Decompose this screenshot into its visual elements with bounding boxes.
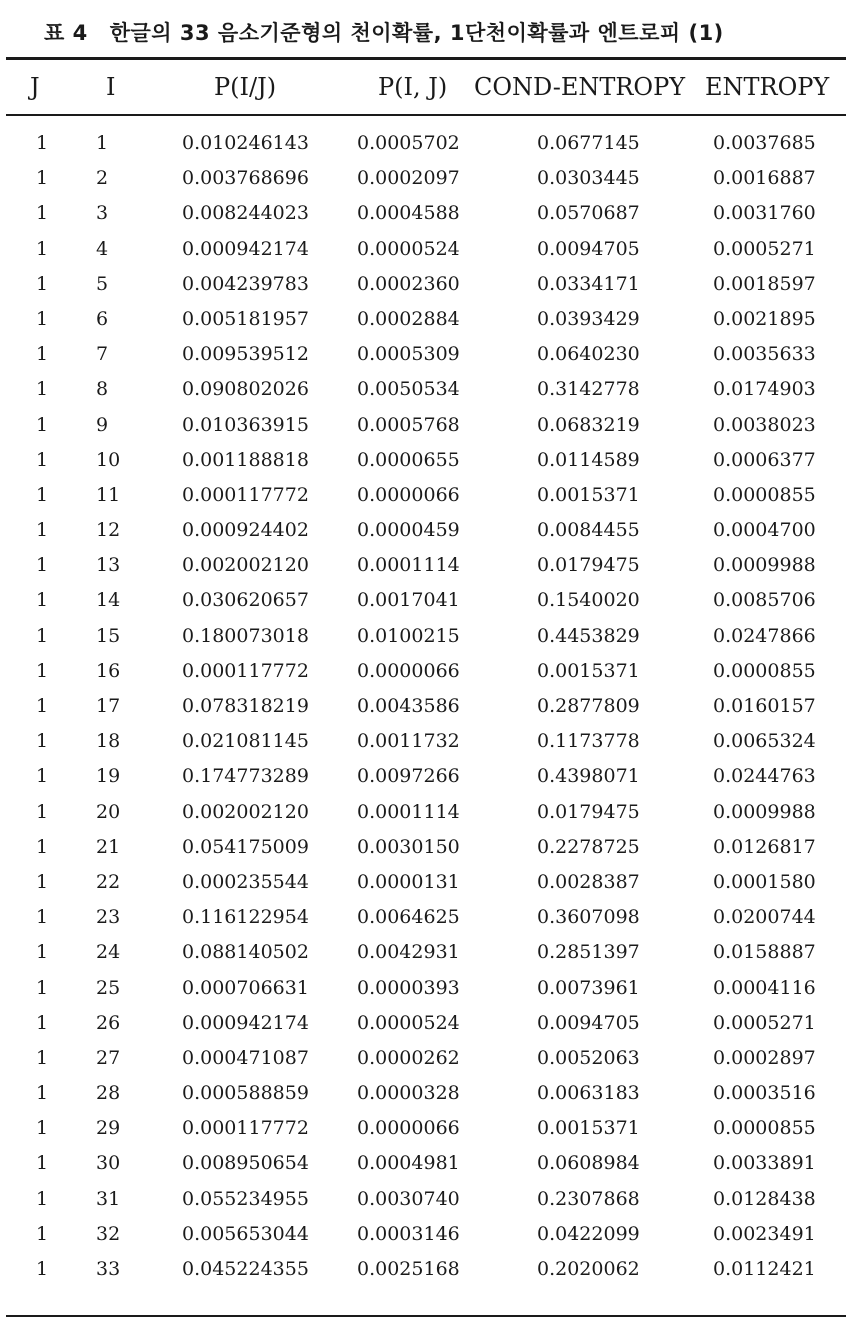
table-number: 표 4 [44,21,88,45]
cell-i: 16 [96,659,121,682]
cell-cond-entropy: 0.2020062 [537,1258,640,1280]
cell-entropy: 0.0031760 [713,202,816,225]
cell-conditional-probability: 0.000471087 [182,1046,309,1069]
cell-i: 28 [96,1082,121,1105]
table-row [0,865,850,900]
cell-j: 1 [36,695,49,717]
cell-j: 1 [36,132,49,154]
cell-joint-probability: 0.0005768 [357,413,460,436]
table-title: 한글의 33 음소기준형의 천이확률, 1단천이확률과 엔트로피 (1) [109,21,724,45]
cell-j: 1 [36,343,49,366]
table-row [0,372,850,407]
table-row [0,1041,850,1076]
cell-i: 20 [96,800,121,823]
cell-joint-probability: 0.0001114 [357,800,460,823]
cell-entropy: 0.0247866 [713,624,816,647]
cell-entropy: 0.0006377 [713,448,816,471]
cell-j: 1 [36,976,49,999]
cell-joint-probability: 0.0000066 [357,1117,460,1140]
cell-i: 26 [96,1011,121,1034]
table-row [0,900,850,935]
cell-conditional-probability: 0.045224355 [182,1258,309,1280]
bottom-rule [6,1315,846,1317]
cell-conditional-probability: 0.005653044 [182,1222,309,1245]
cell-entropy: 0.0035633 [713,343,816,366]
cell-j: 1 [36,1152,49,1175]
cell-i: 29 [96,1117,121,1140]
cell-joint-probability: 0.0000328 [357,1082,460,1105]
cell-entropy: 0.0000855 [713,659,816,682]
table-row [0,161,850,196]
table-row [0,1252,850,1287]
cell-joint-probability: 0.0042931 [357,941,460,964]
cell-i: 30 [96,1152,121,1175]
cell-joint-probability: 0.0003146 [357,1222,460,1245]
cell-entropy: 0.0112421 [713,1258,816,1280]
cell-conditional-probability: 0.009539512 [182,343,309,366]
cell-cond-entropy: 0.1173778 [537,730,640,753]
cell-joint-probability: 0.0025168 [357,1258,460,1280]
cell-j: 1 [36,835,49,858]
cell-i: 12 [96,519,121,542]
cell-i: 9 [96,413,109,436]
cell-joint-probability: 0.0030150 [357,835,460,858]
header-conditional-probability: P(I/J) [214,73,277,101]
cell-joint-probability: 0.0000066 [357,659,460,682]
table-row [0,513,850,548]
table-row [0,232,850,267]
cell-cond-entropy: 0.0608984 [537,1152,640,1175]
cell-cond-entropy: 0.0179475 [537,554,640,577]
cell-j: 1 [36,730,49,753]
cell-cond-entropy: 0.0683219 [537,413,640,436]
cell-cond-entropy: 0.3607098 [537,906,640,929]
cell-j: 1 [36,448,49,471]
cell-i: 3 [96,202,109,225]
cell-cond-entropy: 0.4398071 [537,765,640,788]
table-row [0,795,850,830]
cell-i: 32 [96,1222,121,1245]
cell-entropy: 0.0009988 [713,554,816,577]
cell-j: 1 [36,519,49,542]
table-row [0,1111,850,1146]
cell-joint-probability: 0.0017041 [357,589,460,612]
cell-j: 1 [36,1258,49,1280]
cell-conditional-probability: 0.003768696 [182,167,309,190]
cell-joint-probability: 0.0002097 [357,167,460,190]
cell-i: 21 [96,835,121,858]
cell-cond-entropy: 0.0114589 [537,448,640,471]
cell-conditional-probability: 0.000235544 [182,870,309,893]
cell-conditional-probability: 0.021081145 [182,730,309,753]
cell-conditional-probability: 0.002002120 [182,800,309,823]
table-row [0,267,850,302]
cell-entropy: 0.0033891 [713,1152,816,1175]
cell-entropy: 0.0126817 [713,835,816,858]
table-row [0,302,850,337]
cell-entropy: 0.0065324 [713,730,816,753]
cell-entropy: 0.0001580 [713,870,816,893]
header-entropy: ENTROPY [705,73,830,101]
cell-cond-entropy: 0.0334171 [537,272,640,295]
cell-joint-probability: 0.0002360 [357,272,460,295]
table-row [0,689,850,724]
table-row [0,337,850,372]
cell-conditional-probability: 0.000117772 [182,1117,309,1140]
cell-cond-entropy: 0.2307868 [537,1187,640,1210]
cell-i: 8 [96,378,109,401]
cell-joint-probability: 0.0004981 [357,1152,460,1175]
cell-i: 5 [96,272,109,295]
cell-entropy: 0.0018597 [713,272,816,295]
cell-j: 1 [36,167,49,190]
cell-joint-probability: 0.0064625 [357,906,460,929]
header-rule [6,114,846,116]
cell-conditional-probability: 0.000706631 [182,976,309,999]
cell-joint-probability: 0.0005702 [357,132,460,154]
cell-conditional-probability: 0.088140502 [182,941,309,964]
cell-joint-probability: 0.0000459 [357,519,460,542]
cell-j: 1 [36,1011,49,1034]
cell-j: 1 [36,1117,49,1140]
cell-cond-entropy: 0.2851397 [537,941,640,964]
table-row [0,724,850,759]
table-row [0,971,850,1006]
cell-joint-probability: 0.0000524 [357,1011,460,1034]
cell-entropy: 0.0128438 [713,1187,816,1210]
table-row [0,1076,850,1111]
cell-joint-probability: 0.0004588 [357,202,460,225]
cell-entropy: 0.0160157 [713,695,816,717]
cell-entropy: 0.0021895 [713,307,816,330]
cell-entropy: 0.0038023 [713,413,816,436]
cell-i: 31 [96,1187,121,1210]
cell-entropy: 0.0085706 [713,589,816,612]
table-header [0,62,850,112]
table-row [0,408,850,443]
cell-conditional-probability: 0.090802026 [182,378,309,401]
cell-conditional-probability: 0.010363915 [182,413,309,436]
header-cond-entropy: COND-ENTROPY [474,73,686,101]
header-i: I [106,73,116,101]
table-caption [44,18,724,48]
cell-conditional-probability: 0.054175009 [182,835,309,858]
cell-cond-entropy: 0.0015371 [537,1117,640,1140]
cell-conditional-probability: 0.002002120 [182,554,309,577]
cell-cond-entropy: 0.0422099 [537,1222,640,1245]
cell-conditional-probability: 0.004239783 [182,272,309,295]
cell-j: 1 [36,800,49,823]
cell-conditional-probability: 0.001188818 [182,448,309,471]
cell-i: 11 [96,483,121,506]
cell-cond-entropy: 0.0303445 [537,167,640,190]
cell-j: 1 [36,589,49,612]
cell-j: 1 [36,906,49,929]
table-row [0,759,850,794]
cell-cond-entropy: 0.0028387 [537,870,640,893]
table-row [0,654,850,689]
cell-j: 1 [36,378,49,401]
cell-entropy: 0.0005271 [713,1011,816,1034]
cell-cond-entropy: 0.0677145 [537,132,640,154]
cell-entropy: 0.0016887 [713,167,816,190]
cell-i: 1 [96,132,109,154]
cell-conditional-probability: 0.000117772 [182,483,309,506]
cell-j: 1 [36,1082,49,1105]
cell-joint-probability: 0.0050534 [357,378,460,401]
cell-j: 1 [36,307,49,330]
table-row [0,196,850,231]
cell-entropy: 0.0023491 [713,1222,816,1245]
table-row [0,1146,850,1181]
cell-cond-entropy: 0.3142778 [537,378,640,401]
cell-cond-entropy: 0.0179475 [537,800,640,823]
cell-conditional-probability: 0.000942174 [182,237,309,260]
cell-j: 1 [36,413,49,436]
cell-j: 1 [36,554,49,577]
cell-joint-probability: 0.0043586 [357,695,460,717]
cell-j: 1 [36,1046,49,1069]
cell-j: 1 [36,870,49,893]
cell-cond-entropy: 0.0094705 [537,237,640,260]
table-row [0,1182,850,1217]
cell-j: 1 [36,1187,49,1210]
cell-conditional-probability: 0.055234955 [182,1187,309,1210]
table-row [0,1217,850,1252]
cell-entropy: 0.0005271 [713,237,816,260]
cell-conditional-probability: 0.116122954 [182,906,309,929]
cell-joint-probability: 0.0000393 [357,976,460,999]
cell-conditional-probability: 0.078318219 [182,695,309,717]
cell-joint-probability: 0.0011732 [357,730,460,753]
cell-i: 22 [96,870,121,893]
cell-cond-entropy: 0.0640230 [537,343,640,366]
cell-i: 4 [96,237,109,260]
top-rule [6,57,846,60]
cell-i: 27 [96,1046,121,1069]
cell-entropy: 0.0002897 [713,1046,816,1069]
cell-j: 1 [36,1222,49,1245]
cell-conditional-probability: 0.000942174 [182,1011,309,1034]
cell-cond-entropy: 0.4453829 [537,624,640,647]
cell-conditional-probability: 0.000924402 [182,519,309,542]
cell-cond-entropy: 0.0073961 [537,976,640,999]
header-j: J [30,73,40,101]
cell-conditional-probability: 0.005181957 [182,307,309,330]
cell-conditional-probability: 0.000117772 [182,659,309,682]
table-row [0,443,850,478]
table-row [0,1006,850,1041]
cell-i: 15 [96,624,121,647]
cell-i: 6 [96,307,109,330]
cell-j: 1 [36,202,49,225]
cell-i: 10 [96,448,121,471]
cell-cond-entropy: 0.2877809 [537,695,640,717]
cell-i: 17 [96,695,121,717]
cell-joint-probability: 0.0000131 [357,870,460,893]
cell-i: 18 [96,730,121,753]
header-joint-probability: P(I, J) [378,73,448,101]
cell-entropy: 0.0158887 [713,941,816,964]
cell-cond-entropy: 0.0052063 [537,1046,640,1069]
cell-cond-entropy: 0.0015371 [537,659,640,682]
cell-conditional-probability: 0.030620657 [182,589,309,612]
table-row [0,126,850,161]
table-row [0,619,850,654]
table-row [0,478,850,513]
cell-j: 1 [36,483,49,506]
cell-cond-entropy: 0.0393429 [537,307,640,330]
cell-joint-probability: 0.0005309 [357,343,460,366]
cell-joint-probability: 0.0000262 [357,1046,460,1069]
cell-cond-entropy: 0.0570687 [537,202,640,225]
cell-entropy: 0.0244763 [713,765,816,788]
cell-i: 14 [96,589,121,612]
cell-j: 1 [36,624,49,647]
cell-j: 1 [36,659,49,682]
cell-joint-probability: 0.0000524 [357,237,460,260]
cell-j: 1 [36,765,49,788]
table-row [0,548,850,583]
cell-entropy: 0.0009988 [713,800,816,823]
cell-joint-probability: 0.0100215 [357,624,460,647]
cell-conditional-probability: 0.000588859 [182,1082,309,1105]
cell-cond-entropy: 0.0084455 [537,519,640,542]
cell-conditional-probability: 0.010246143 [182,132,309,154]
table-row [0,583,850,618]
cell-conditional-probability: 0.008950654 [182,1152,309,1175]
cell-entropy: 0.0037685 [713,132,816,154]
cell-j: 1 [36,941,49,964]
cell-entropy: 0.0004116 [713,976,816,999]
cell-joint-probability: 0.0001114 [357,554,460,577]
cell-entropy: 0.0200744 [713,906,816,929]
cell-joint-probability: 0.0030740 [357,1187,460,1210]
cell-i: 23 [96,906,121,929]
cell-cond-entropy: 0.0063183 [537,1082,640,1105]
table-row [0,830,850,865]
cell-conditional-probability: 0.180073018 [182,624,309,647]
cell-joint-probability: 0.0097266 [357,765,460,788]
cell-i: 2 [96,167,109,190]
cell-entropy: 0.0000855 [713,1117,816,1140]
cell-cond-entropy: 0.2278725 [537,835,640,858]
cell-joint-probability: 0.0000066 [357,483,460,506]
cell-cond-entropy: 0.0015371 [537,483,640,506]
cell-entropy: 0.0174903 [713,378,816,401]
cell-joint-probability: 0.0002884 [357,307,460,330]
cell-i: 33 [96,1258,121,1280]
cell-i: 24 [96,941,121,964]
cell-cond-entropy: 0.1540020 [537,589,640,612]
cell-conditional-probability: 0.008244023 [182,202,309,225]
cell-joint-probability: 0.0000655 [357,448,460,471]
cell-i: 7 [96,343,109,366]
cell-i: 13 [96,554,121,577]
table-row [0,935,850,970]
cell-cond-entropy: 0.0094705 [537,1011,640,1034]
cell-entropy: 0.0000855 [713,483,816,506]
cell-j: 1 [36,237,49,260]
cell-entropy: 0.0004700 [713,519,816,542]
table-body [0,126,850,1287]
cell-conditional-probability: 0.174773289 [182,765,309,788]
cell-i: 25 [96,976,121,999]
cell-j: 1 [36,272,49,295]
cell-entropy: 0.0003516 [713,1082,816,1105]
cell-i: 19 [96,765,121,788]
